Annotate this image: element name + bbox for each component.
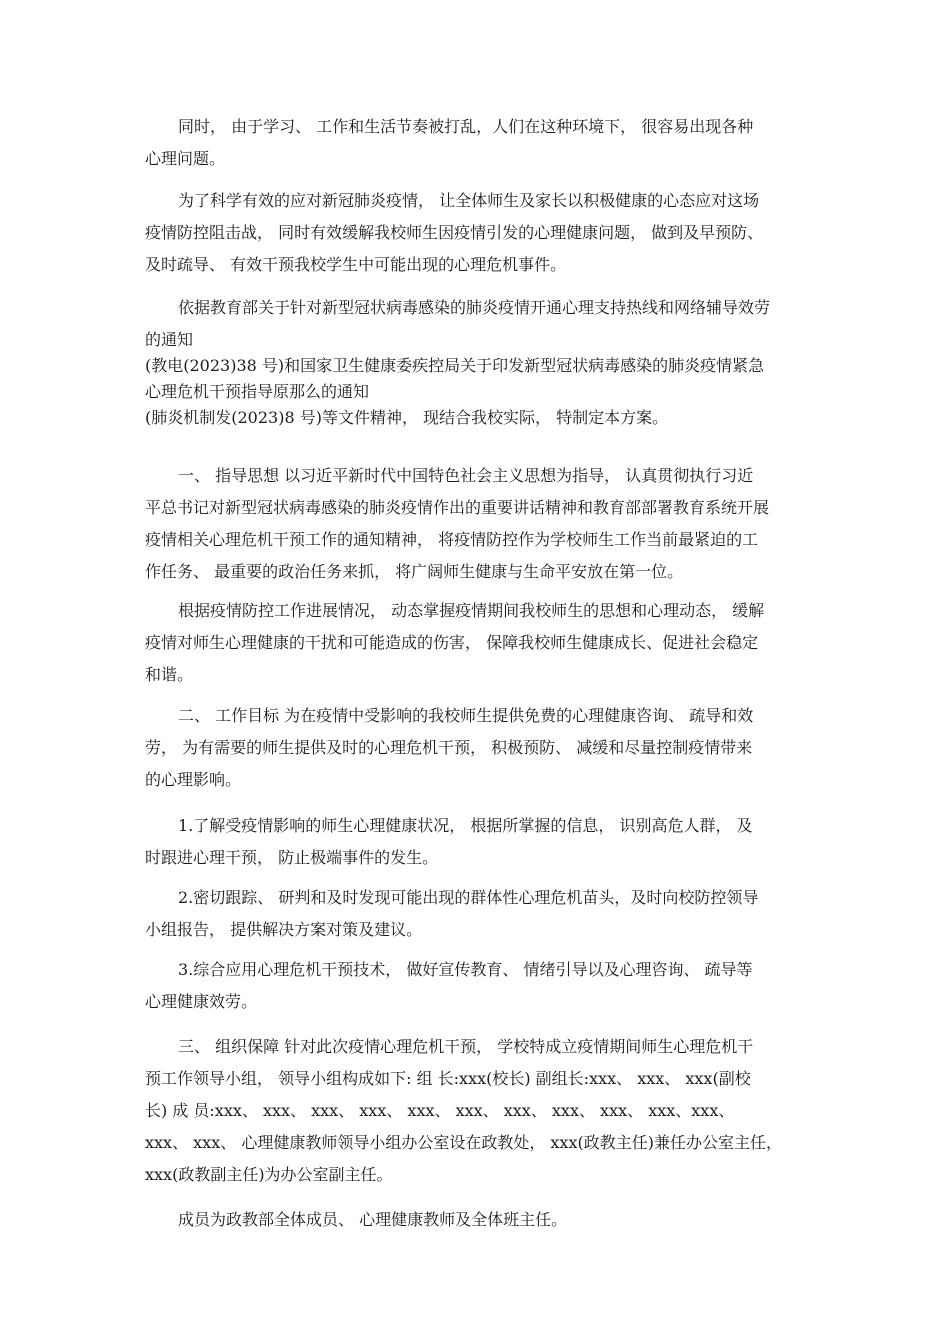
paragraph-6 <box>145 700 810 796</box>
text-line: 时跟进心理干预， 防止极端事件的发生。 <box>145 848 439 867</box>
paragraph-3 <box>145 292 810 428</box>
text-line: 作任务、 最重要的政治任务来抓， 将广阔师生健康与生命平安放在第一位。 <box>145 562 684 581</box>
paragraph-2 <box>145 185 810 281</box>
text-line: 3.综合应用心理危机干预技术， 做好宣传教育、 情绪引导以及心理咨询、 疏导等 <box>178 960 753 979</box>
paragraph-9 <box>145 954 810 1018</box>
text-line: 三、 组织保障 针对此次疫情心理危机干预， 学校特成立疫情期间师生心理危机干 <box>178 1037 754 1056</box>
text-line: 一、 指导思想 以习近平新时代中国特色社会主义思想为指导， 认真贯彻执行习近 <box>178 466 754 485</box>
paragraph-10 <box>145 1031 810 1191</box>
text-line: 劳， 为有需要的师生提供及时的心理危机干预， 积极预防、 减缓和尽量控制疫情带来 <box>145 738 753 757</box>
paragraph-8 <box>145 882 810 946</box>
text-line: 长) 成 员:xxx、 xxx、 xxx、 xxx、 xxx、 xxx、 xxx、 xxx、 xxx、 xxx、xxx、 <box>145 1101 735 1120</box>
paragraph-5 <box>145 595 810 691</box>
text-line: 2.密切跟踪、 研判和及时发现可能出现的群体性心理危机苗头，及时向校防控领导 <box>178 888 759 907</box>
text-line: 的心理影响。 <box>145 770 242 789</box>
text-line: xxx、 xxx、 心理健康教师领导小组办公室设在政教处， xxx(政教主任)兼任办公室主任， <box>145 1133 782 1152</box>
text-line: 的通知 <box>145 330 194 349</box>
paragraph-11 <box>145 1204 810 1236</box>
text-line: (肺炎机制发(2023)8 号)等文件精神， 现结合我校实际， 特制定本方案。 <box>145 408 669 427</box>
text-line: 和谐。 <box>145 665 194 684</box>
text-line: 平总书记对新型冠状病毒感染的肺炎疫情作出的重要讲话精神和教育部部署教育系统开展 <box>145 498 770 517</box>
paragraph-7 <box>145 810 810 874</box>
paragraph-4 <box>145 460 810 588</box>
text-line: 二、 工作目标 为在疫情中受影响的我校师生提供免费的心理健康咨询、 疏导和效 <box>178 706 754 725</box>
text-line: (教电(2023)38 号)和国家卫生健康委疾控局关于印发新型冠状病毒感染的肺炎疫情紧急 <box>145 356 765 375</box>
text-line: xxx(政教副主任)为办公室副主任。 <box>145 1165 393 1184</box>
text-line: 根据疫情防控工作进展情况， 动态掌握疫情期间我校师生的思想和心理动态， 缓解 <box>178 601 765 620</box>
text-line: 为了科学有效的应对新冠肺炎疫情， 让全体师生及家长以积极健康的心态应对这场 <box>178 191 760 210</box>
text-line: 同时， 由于学习、 工作和生活节奏被打乱，人们在这种环境下， 很容易出现各种 <box>178 117 754 136</box>
text-line: 依据教育部关于针对新型冠状病毒感染的肺炎疫情开通心理支持热线和网络辅导效劳 <box>178 298 771 317</box>
text-line: 疫情对师生心理健康的干扰和可能造成的伤害， 保障我校师生健康成长、促进社会稳定 <box>145 633 759 652</box>
text-line: 心理危机干预指导原那么的通知 <box>145 382 370 401</box>
text-line: 心理健康效劳。 <box>145 992 258 1011</box>
text-line: 预工作领导小组， 领导小组构成如下: 组 长:xxx(校长) 副组长:xxx、 xxx、 xxx(副校 <box>145 1069 751 1088</box>
text-line: 疫情相关心理危机干预工作的通知精神， 将疫情防控作为学校师生工作当前最紧迫的工 <box>145 530 759 549</box>
text-line: 疫情防控阻击战， 同时有效缓解我校师生因疫情引发的心理健康问题， 做到及早预防、 <box>145 223 764 242</box>
text-line: 成员为政教部全体成员、 心理健康教师及全体班主任。 <box>178 1210 568 1229</box>
text-line: 小组报告， 提供解决方案对策及建议。 <box>145 920 423 939</box>
text-line: 及时疏导、 有效干预我校学生中可能出现的心理危机事件。 <box>145 255 567 274</box>
text-line: 心理问题。 <box>145 149 226 168</box>
text-line: 1.了解受疫情影响的师生心理健康状况， 根据所掌握的信息， 识别高危人群， 及 <box>178 816 753 835</box>
paragraph-1 <box>145 111 810 175</box>
